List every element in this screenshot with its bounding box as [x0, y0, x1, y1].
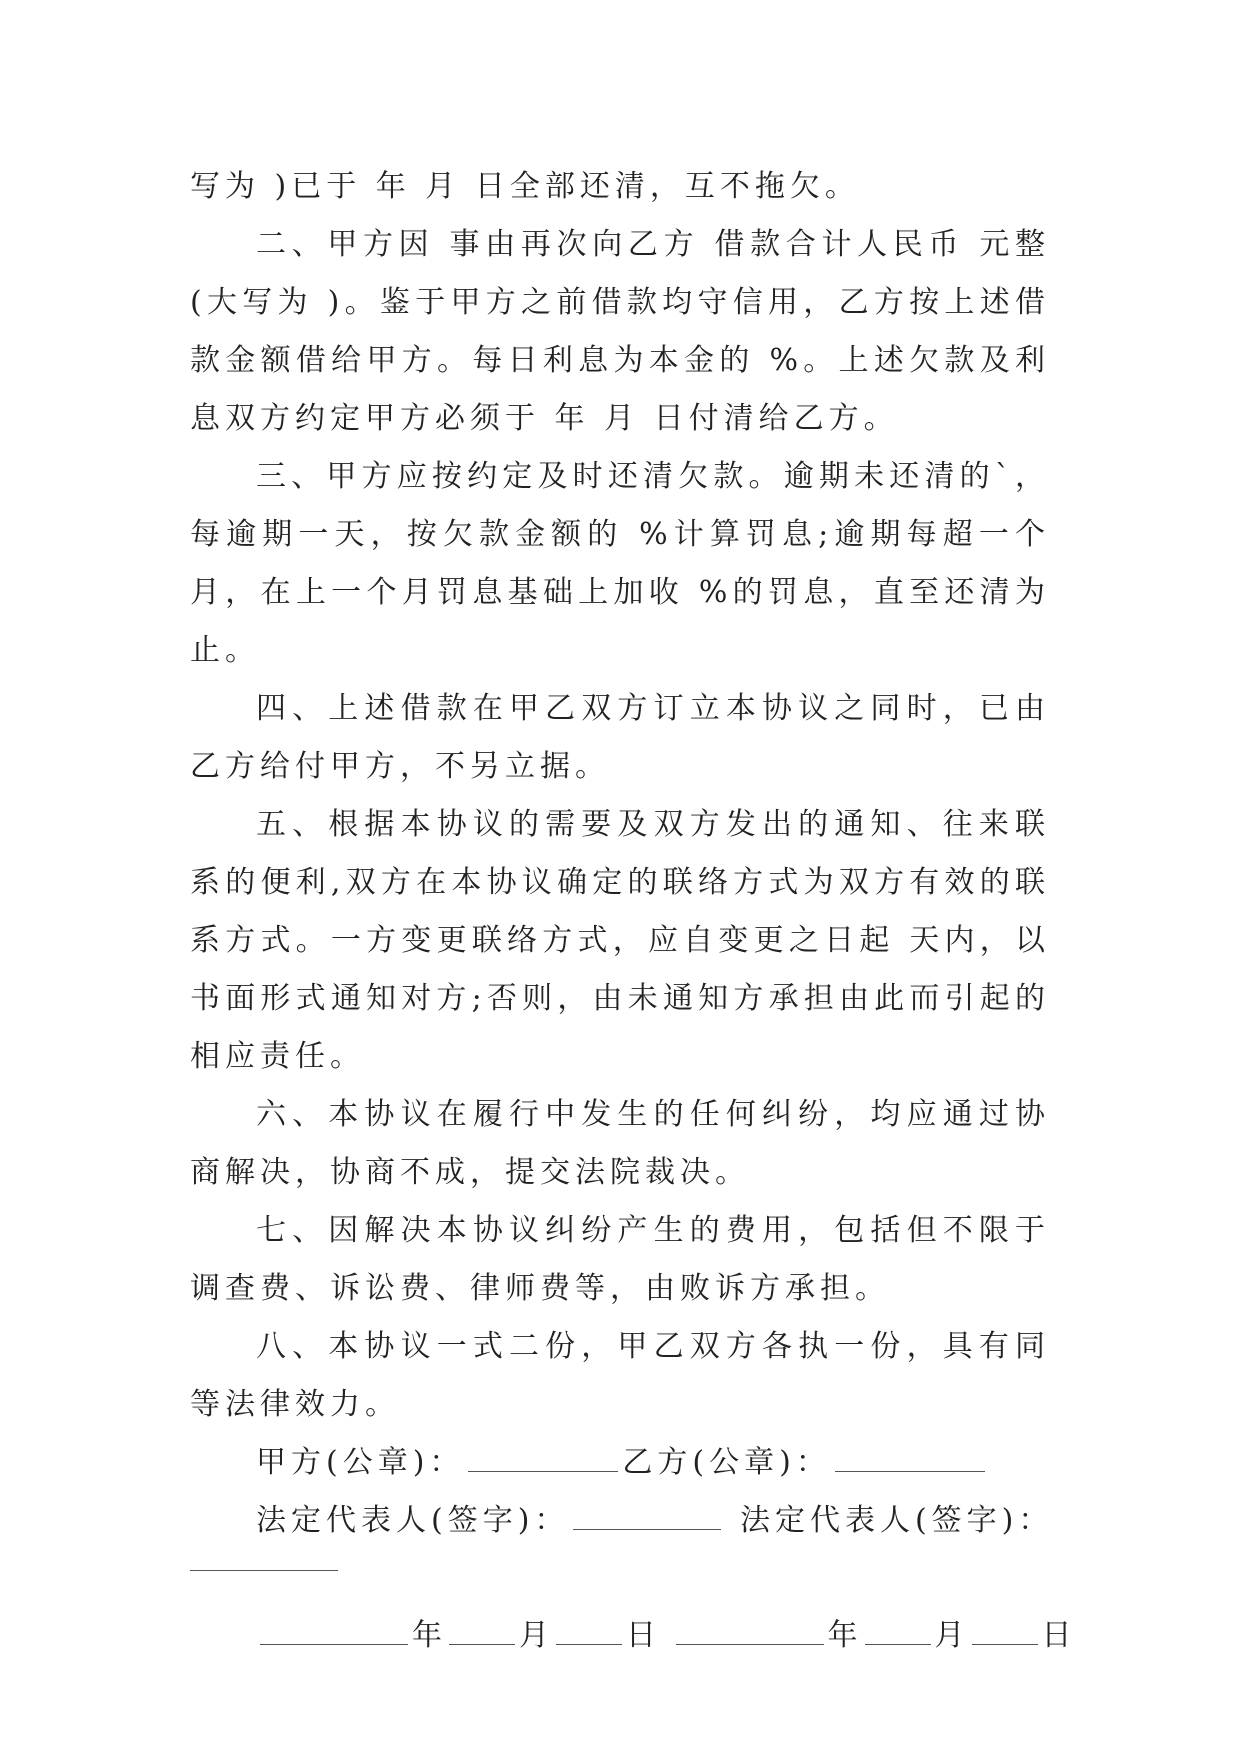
seal-line	[190, 1434, 1050, 1492]
clause-5: 五、根据本协议的需要及双方发出的通知、往来联系的便利,双方在本协议确定的联络方式为双方有效的联系方式。一方变更联络方式，应自变更之日起 天内，以书面形式通知对方;否则，由未通知方承担由此而引起的相应责任。	[190, 807, 1050, 1074]
party-b-rep-label: 法定代表人(签字)：	[739, 1503, 1054, 1538]
party-a-year-blank[interactable]	[260, 1620, 408, 1645]
paragraph-1-tail: 写为 )已于 年 月 日全部还清，互不拖欠。	[190, 169, 860, 204]
party-a-seal-label: 甲方(公章)：	[256, 1445, 465, 1480]
party-a-day-label: 日	[626, 1618, 659, 1653]
clause-7: 七、因解决本协议纠纷产生的费用，包括但不限于调查费、诉讼费、律师费等，由败诉方承担。	[190, 1213, 1050, 1306]
party-b-month-label: 月	[934, 1618, 968, 1653]
clause-4: 四、上述借款在甲乙双方订立本协议之同时，已由乙方给付甲方，不另立据。	[190, 691, 1050, 784]
document-page	[190, 158, 1075, 1665]
clause-8: 八、本协议一式二份，甲乙双方各执一份，具有同等法律效力。	[190, 1329, 1050, 1422]
party-a-month-label: 月	[519, 1618, 552, 1653]
party-a-rep-label: 法定代表人(签字)：	[256, 1503, 570, 1538]
party-b-day-label: 日	[1041, 1618, 1075, 1653]
party-b-year-blank[interactable]	[676, 1620, 824, 1645]
party-a-day-blank[interactable]	[556, 1620, 622, 1645]
party-a-year-label: 年	[412, 1618, 445, 1653]
party-b-seal-label: 乙方(公章)：	[622, 1445, 831, 1480]
party-b-rep-blank[interactable]	[190, 1570, 338, 1571]
party-b-seal-blank[interactable]	[835, 1447, 985, 1472]
clause-3: 三、甲方应按约定及时还清欠款。逾期未还清的`，每逾期一天，按欠款金额的 %计算罚息;逾期每超一个月，在上一个月罚息基础上加收 %的罚息，直至还清为止。	[190, 459, 1050, 668]
party-a-seal-blank[interactable]	[468, 1447, 618, 1472]
clause-2: 二、甲方因 事由再次向乙方 借款合计人民币 元整(大写为 )。鉴于甲方之前借款均守信用，乙方按上述借款金额借给甲方。每日利息为本金的 %。上述欠款及利息双方约定甲方必须于 年 月 日付清给乙方。	[190, 227, 1050, 436]
party-b-month-blank[interactable]	[865, 1620, 931, 1645]
clause-6: 六、本协议在履行中发生的任何纠纷，均应通过协商解决，协商不成，提交法院裁决。	[190, 1097, 1050, 1190]
party-b-day-blank[interactable]	[972, 1620, 1038, 1645]
party-a-rep-blank[interactable]	[573, 1505, 721, 1530]
representative-line	[190, 1492, 1054, 1550]
party-a-month-blank[interactable]	[449, 1620, 515, 1645]
party-b-year-label: 年	[827, 1618, 861, 1653]
date-line	[190, 1607, 1075, 1665]
